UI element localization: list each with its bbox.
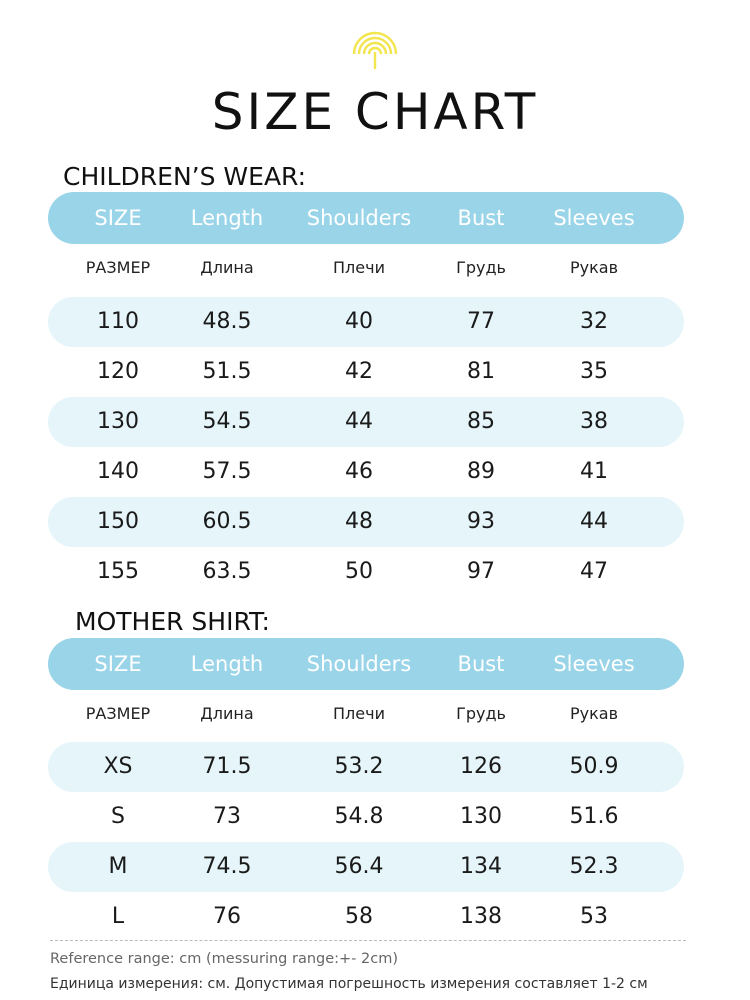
cell-length: 63.5 [202,559,252,584]
table-header-children [48,192,684,244]
cell-sleeves: 53 [580,904,608,929]
table-row [48,742,684,792]
subheader-shoulders: Плечи [333,704,385,723]
table-row [48,397,684,447]
table-row [48,892,684,942]
subheader-sleeves: Рукав [569,258,618,277]
subheader-bust: Грудь [456,704,506,723]
cell-size: M [108,854,128,879]
subheader-shoulders: Плечи [333,258,385,277]
cell-bust: 89 [467,459,495,484]
cell-length: 48.5 [202,309,252,334]
cell-length: 57.5 [202,459,252,484]
subheader-length: Длина [200,704,254,723]
cell-sleeves: 32 [580,309,608,334]
cell-shoulders: 48 [345,509,373,534]
cell-size: 120 [97,359,139,384]
subheader-length: Длина [200,258,254,277]
cell-sleeves: 41 [580,459,608,484]
table-row [48,547,684,597]
header-length: Length [190,206,264,230]
cell-size: 110 [97,309,139,334]
cell-length: 54.5 [202,409,252,434]
section-title-mother: MOTHER SHIRT: [75,607,270,636]
table-row [48,447,684,497]
cell-sleeves: 51.6 [569,804,619,829]
subheader-size: РАЗМЕР [85,258,151,277]
cell-bust: 97 [467,559,495,584]
table-row [48,792,684,842]
cell-bust: 130 [460,804,502,829]
cell-size: 150 [97,509,139,534]
footnote-russian: Единица измерения: см. Допустимая погрешность измерения составляет 1-2 см [50,976,648,992]
table-row [48,347,684,397]
cell-size: 130 [97,409,139,434]
header-size: SIZE [94,652,142,676]
cell-sleeves: 35 [580,359,608,384]
cell-shoulders: 58 [345,904,373,929]
cell-bust: 126 [460,754,502,779]
cell-length: 74.5 [202,854,252,879]
cell-sleeves: 44 [580,509,608,534]
cell-size: S [111,804,125,829]
table-header-mother [48,638,684,690]
header-size: SIZE [94,206,142,230]
cell-sleeves: 38 [580,409,608,434]
cell-shoulders: 40 [345,309,373,334]
cell-length: 51.5 [202,359,252,384]
cell-shoulders: 46 [345,459,373,484]
table-row [48,842,684,892]
header-bust: Bust [457,652,505,676]
page-title: SIZE CHART [211,83,539,141]
cell-sleeves: 47 [580,559,608,584]
subheader-sleeves: Рукав [569,704,618,723]
subheader-bust: Грудь [456,258,506,277]
cell-length: 76 [213,904,241,929]
cell-size: XS [103,754,133,779]
cell-bust: 138 [460,904,502,929]
cell-bust: 93 [467,509,495,534]
cell-size: 140 [97,459,139,484]
header-shoulders: Shoulders [306,206,412,230]
cell-size: 155 [97,559,139,584]
cell-shoulders: 53.2 [334,754,384,779]
subheader-size: РАЗМЕР [85,704,151,723]
cell-size: L [111,904,125,929]
table-subheader-children [48,250,684,286]
cell-bust: 134 [460,854,502,879]
cell-shoulders: 44 [345,409,373,434]
header-bust: Bust [457,206,505,230]
cell-bust: 77 [467,309,495,334]
section-title-children: CHILDREN’S WEAR: [63,162,307,191]
cell-sleeves: 50.9 [569,754,619,779]
cell-bust: 81 [467,359,495,384]
cell-length: 73 [213,804,241,829]
header-sleeves: Sleeves [553,206,635,230]
table-row [48,297,684,347]
cell-sleeves: 52.3 [569,854,619,879]
cell-shoulders: 50 [345,559,373,584]
cell-shoulders: 56.4 [334,854,384,879]
cell-length: 60.5 [202,509,252,534]
header-shoulders: Shoulders [306,652,412,676]
footnote-english: Reference range: cm (messuring range:+- 2cm) [50,951,398,967]
header-sleeves: Sleeves [553,652,635,676]
cell-length: 71.5 [202,754,252,779]
cell-shoulders: 42 [345,359,373,384]
dashed-divider [50,940,686,941]
table-subheader-mother [48,696,684,732]
cell-bust: 85 [467,409,495,434]
cell-shoulders: 54.8 [334,804,384,829]
header-length: Length [190,652,264,676]
rainbow-logo-icon [351,22,399,70]
table-row [48,497,684,547]
